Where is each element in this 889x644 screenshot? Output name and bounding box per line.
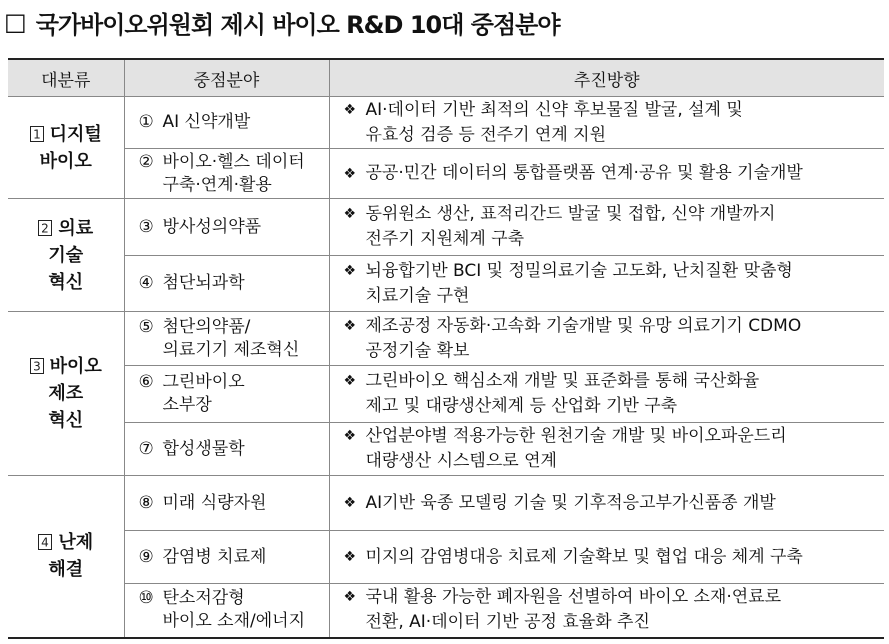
direction-cell xyxy=(329,531,884,584)
diamond-bullet-icon: ❖ xyxy=(343,262,357,279)
focus-area-line xyxy=(139,438,325,461)
focus-number: ① xyxy=(138,112,154,132)
svg-text:4: 4 xyxy=(41,535,50,550)
direction-cell xyxy=(329,584,884,638)
focus-area-label: 미래 식량자원 xyxy=(162,492,267,513)
focus-area-cell xyxy=(124,199,329,256)
focus-number: ⑩ xyxy=(138,588,154,609)
focus-number: ② xyxy=(138,151,154,172)
direction-cell xyxy=(329,312,884,366)
svg-text:1: 1 xyxy=(32,127,41,141)
focus-area-label: 바이오 소재/에너지 xyxy=(162,611,306,632)
diamond-bullet-icon: ❖ xyxy=(343,495,357,511)
category-line xyxy=(9,380,123,407)
direction-line: 제조공정 자동화·고속화 기술개발 및 유망 의료기기 CDMO xyxy=(365,315,802,336)
focus-area-label: 첨단의약품/ xyxy=(162,316,251,337)
direction-line: 제고 및 대량생산체계 등 산업화 기반 구축 xyxy=(365,396,678,416)
table-row xyxy=(8,584,884,638)
table-row xyxy=(8,366,884,423)
focus-area-cell xyxy=(124,476,329,531)
focus-area-line xyxy=(139,610,325,633)
direction-cell xyxy=(329,149,884,199)
direction-line: 공정기술 확보 xyxy=(365,340,470,361)
header-category: 대분류 xyxy=(8,59,124,97)
category-label: 디지털 xyxy=(49,123,102,145)
direction-line: 그린바이오 핵심소재 개발 및 표준화를 통해 국산화율 xyxy=(365,371,760,391)
category-line xyxy=(9,242,123,269)
priority-areas-table xyxy=(8,58,884,639)
focus-area-line xyxy=(139,272,325,295)
category-line xyxy=(9,353,123,380)
focus-area-line xyxy=(139,492,325,515)
category-line xyxy=(9,215,123,242)
focus-area-cell xyxy=(124,366,329,423)
focus-area-label: 소부장 xyxy=(162,395,212,415)
focus-area-label: 의료기기 제조혁신 xyxy=(162,339,300,360)
diamond-bullet-icon: ❖ xyxy=(343,373,357,389)
focus-number: ③ xyxy=(138,216,154,237)
direction-cell xyxy=(329,199,884,256)
focus-area-cell xyxy=(124,584,329,638)
category-label: 난제 xyxy=(58,532,94,554)
category-cell xyxy=(8,199,124,312)
category-line xyxy=(9,407,123,434)
category-label: 혁신 xyxy=(48,271,84,293)
checkbox-square-icon: □ xyxy=(4,8,26,36)
focus-area-label: 감염병 치료제 xyxy=(162,546,267,567)
focus-area-cell xyxy=(124,149,329,199)
direction-line: 전주기 지원체계 구축 xyxy=(365,229,525,249)
diamond-bullet-icon: ❖ xyxy=(343,165,357,182)
boxed-number-icon xyxy=(38,220,52,236)
focus-area-line xyxy=(139,151,325,174)
category-line xyxy=(9,529,123,556)
table-row xyxy=(8,423,884,476)
focus-number: ⑧ xyxy=(138,492,154,513)
diamond-bullet-icon: ❖ xyxy=(343,428,357,444)
focus-area-label: 그린바이오 xyxy=(162,372,245,392)
page-title xyxy=(4,6,560,38)
category-cell xyxy=(8,97,124,199)
focus-area-line xyxy=(139,546,325,569)
focus-area-cell xyxy=(124,531,329,584)
focus-area-line xyxy=(139,339,325,362)
boxed-number-icon xyxy=(30,126,44,142)
table-row xyxy=(8,149,884,199)
direction-line: 산업분야별 적용가능한 원천기술 개발 및 바이오파운드리 xyxy=(365,426,787,446)
category-label: 해결 xyxy=(48,559,84,581)
direction-line: 미지의 감염병대응 치료제 기술확보 및 협업 대응 체계 구축 xyxy=(365,546,803,567)
direction-line: AI·데이터 기반 최적의 신약 후보물질 발굴, 설계 및 xyxy=(365,99,743,120)
focus-area-label: 방사성의약품 xyxy=(162,216,262,237)
table-row xyxy=(8,256,884,312)
page-title-text: 국가바이오위원회 제시 바이오 R&D 10대 중점분야 xyxy=(35,10,560,39)
focus-area-line xyxy=(139,371,325,394)
direction-line: 치료기술 구현 xyxy=(365,285,470,306)
diamond-bullet-icon: ❖ xyxy=(343,206,357,222)
diamond-bullet-icon: ❖ xyxy=(343,549,357,565)
header-direction: 추진방향 xyxy=(329,59,884,97)
direction-line: 전환, AI·데이터 기반 공정 효율화 추진 xyxy=(365,612,650,633)
category-line xyxy=(9,269,123,296)
direction-cell xyxy=(329,366,884,423)
category-line xyxy=(9,556,123,583)
direction-line: 뇌융합기반 BCI 및 정밀의료기술 고도화, 난치질환 맞춤형 xyxy=(365,260,793,281)
direction-cell xyxy=(329,423,884,476)
focus-area-cell xyxy=(124,423,329,476)
focus-number: ⑥ xyxy=(138,372,154,392)
category-number xyxy=(38,532,58,553)
diamond-bullet-icon: ❖ xyxy=(343,101,357,118)
category-number xyxy=(38,218,58,239)
direction-cell xyxy=(329,256,884,312)
category-label: 제조 xyxy=(48,383,84,404)
boxed-number-icon xyxy=(30,358,44,374)
header-focus-area: 중점분야 xyxy=(124,59,329,97)
direction-cell xyxy=(329,97,884,149)
direction-line: 대량생산 시스템으로 연계 xyxy=(365,451,557,471)
direction-cell xyxy=(329,476,884,531)
focus-area-cell xyxy=(124,256,329,312)
table-row xyxy=(8,97,884,149)
boxed-number-icon xyxy=(38,534,52,550)
category-label: 바이오 xyxy=(39,150,92,172)
table-row xyxy=(8,199,884,256)
table-row xyxy=(8,312,884,366)
focus-area-line xyxy=(139,174,325,197)
table-row xyxy=(8,476,884,531)
focus-area-label: AI 신약개발 xyxy=(162,112,251,132)
category-label: 혁신 xyxy=(48,410,84,431)
focus-area-line xyxy=(139,394,325,417)
category-label: 기술 xyxy=(48,244,84,266)
category-label: 바이오 xyxy=(49,356,102,377)
focus-area-label: 바이오·헬스 데이터 xyxy=(162,151,305,172)
focus-area-cell xyxy=(124,97,329,149)
focus-number: ④ xyxy=(138,273,154,293)
category-number xyxy=(30,124,50,145)
focus-area-label: 탄소저감형 xyxy=(162,588,245,609)
svg-text:3: 3 xyxy=(32,359,41,374)
direction-line: 유효성 검증 등 전주기 연계 지원 xyxy=(365,124,607,145)
category-line xyxy=(9,121,123,148)
diamond-bullet-icon: ❖ xyxy=(343,589,357,606)
focus-number: ⑦ xyxy=(138,438,154,459)
focus-number: ⑨ xyxy=(138,546,154,567)
diamond-bullet-icon: ❖ xyxy=(343,317,357,334)
focus-area-cell xyxy=(124,312,329,366)
focus-area-line xyxy=(139,216,325,239)
focus-number: ⑤ xyxy=(138,316,154,337)
focus-area-line xyxy=(139,587,325,610)
category-cell xyxy=(8,476,124,638)
category-label: 의료 xyxy=(58,217,94,239)
direction-line: 동위원소 생산, 표적리간드 발굴 및 접합, 신약 개발까지 xyxy=(365,204,776,224)
direction-line: 공공·민간 데이터의 통합플랫폼 연계·공유 및 활용 기술개발 xyxy=(365,163,803,183)
focus-area-label: 합성생물학 xyxy=(162,438,245,459)
direction-line: 국내 활용 가능한 폐자원을 선별하여 바이오 소재·연료로 xyxy=(365,587,782,608)
svg-text:2: 2 xyxy=(41,221,50,235)
direction-line: AI기반 육종 모델링 기술 및 기후적응고부가신품종 개발 xyxy=(365,492,776,513)
focus-area-line xyxy=(139,316,325,339)
table-header-row xyxy=(8,59,884,97)
table-row xyxy=(8,531,884,584)
focus-area-label: 구축·연계·활용 xyxy=(162,174,272,195)
focus-area-label: 첨단뇌과학 xyxy=(162,273,245,293)
focus-area-line xyxy=(139,111,325,134)
category-number xyxy=(30,356,50,377)
category-cell xyxy=(8,312,124,476)
category-line xyxy=(9,148,123,175)
